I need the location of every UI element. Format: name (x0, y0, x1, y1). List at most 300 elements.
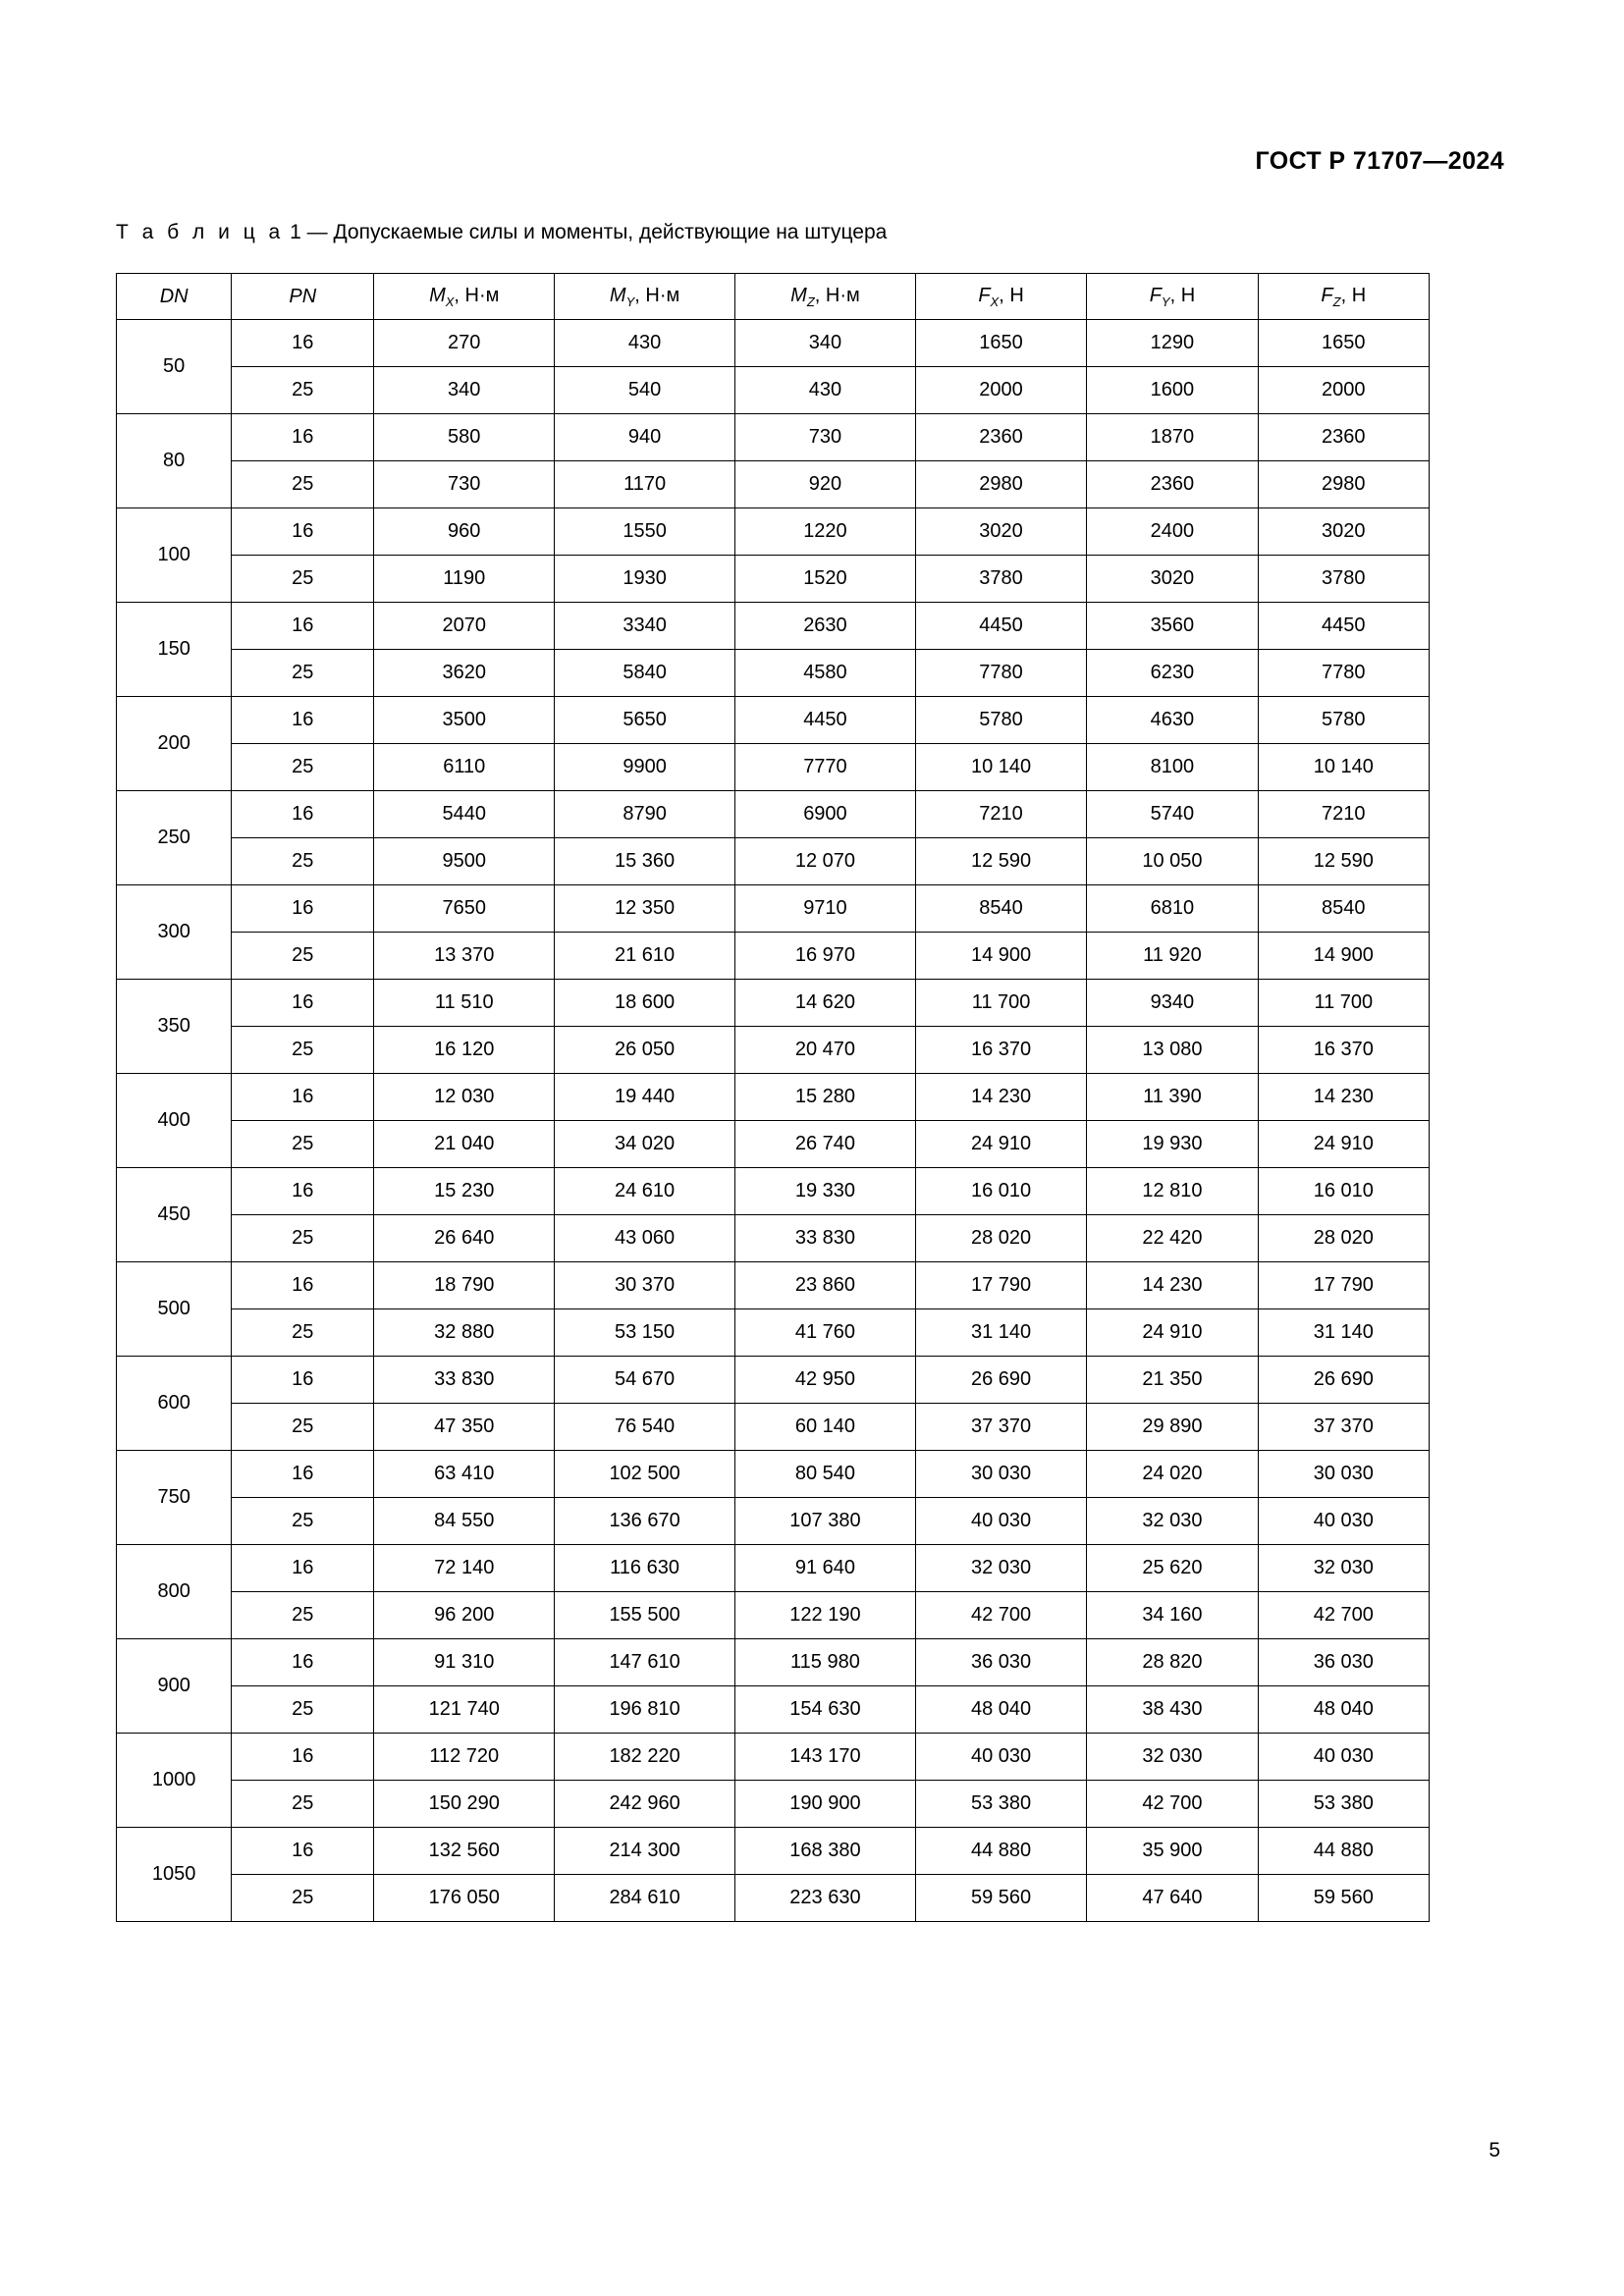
cell-mx: 6110 (374, 744, 555, 791)
table-row (117, 1074, 1430, 1121)
cell-my: 1170 (555, 461, 735, 508)
cell-mz: 9710 (735, 885, 916, 933)
cell-fz: 3020 (1258, 508, 1429, 556)
cell-fy: 12 810 (1087, 1168, 1258, 1215)
cell-mz: 26 740 (735, 1121, 916, 1168)
cell-pn: 16 (232, 1639, 374, 1686)
cell-mz: 168 380 (735, 1828, 916, 1875)
table-body (117, 320, 1430, 1922)
table-row (117, 1451, 1430, 1498)
cell-fx: 10 140 (915, 744, 1086, 791)
cell-pn: 25 (232, 1592, 374, 1639)
cell-mx: 91 310 (374, 1639, 555, 1686)
cell-my: 12 350 (555, 885, 735, 933)
cell-fx: 11 700 (915, 980, 1086, 1027)
cell-fz: 24 910 (1258, 1121, 1429, 1168)
table-row (117, 838, 1430, 885)
cell-fz: 2980 (1258, 461, 1429, 508)
cell-pn: 25 (232, 1027, 374, 1074)
table-row (117, 1686, 1430, 1734)
table-row (117, 650, 1430, 697)
column-header-fz-sub: Z (1332, 294, 1341, 309)
column-header-fx-base: F (978, 284, 991, 306)
column-header-fy-unit: , Н (1169, 284, 1196, 306)
cell-mx: 2070 (374, 603, 555, 650)
cell-mx: 340 (374, 367, 555, 414)
cell-fz: 42 700 (1258, 1592, 1429, 1639)
column-header-my-base: M (609, 284, 626, 306)
column-header-my-sub: Y (625, 294, 635, 309)
column-header-fy-sub: Y (1161, 294, 1170, 309)
cell-mx: 9500 (374, 838, 555, 885)
table-caption-label: Т а б л и ц а (116, 221, 285, 243)
cell-mz: 143 170 (735, 1734, 916, 1781)
cell-pn: 25 (232, 1404, 374, 1451)
cell-fx: 16 010 (915, 1168, 1086, 1215)
cell-my: 15 360 (555, 838, 735, 885)
cell-my: 21 610 (555, 933, 735, 980)
cell-fx: 30 030 (915, 1451, 1086, 1498)
cell-my: 54 670 (555, 1357, 735, 1404)
column-header-mx-base: M (429, 284, 446, 306)
cell-pn: 16 (232, 697, 374, 744)
cell-mz: 15 280 (735, 1074, 916, 1121)
cell-dn: 500 (117, 1262, 232, 1357)
cell-my: 1550 (555, 508, 735, 556)
table-row (117, 414, 1430, 461)
cell-fx: 14 900 (915, 933, 1086, 980)
cell-mz: 2630 (735, 603, 916, 650)
cell-mz: 223 630 (735, 1875, 916, 1922)
cell-pn: 25 (232, 1875, 374, 1922)
cell-mz: 6900 (735, 791, 916, 838)
cell-fz: 11 700 (1258, 980, 1429, 1027)
cell-fy: 1600 (1087, 367, 1258, 414)
column-header-my-unit: , Н·м (634, 284, 680, 306)
cell-fx: 4450 (915, 603, 1086, 650)
cell-fx: 36 030 (915, 1639, 1086, 1686)
cell-pn: 16 (232, 1451, 374, 1498)
table-row (117, 1309, 1430, 1357)
allowable-forces-moments-table (116, 273, 1430, 1922)
cell-mx: 270 (374, 320, 555, 367)
cell-fy: 10 050 (1087, 838, 1258, 885)
cell-my: 19 440 (555, 1074, 735, 1121)
cell-pn: 16 (232, 1074, 374, 1121)
cell-my: 214 300 (555, 1828, 735, 1875)
cell-mz: 14 620 (735, 980, 916, 1027)
cell-fy: 24 020 (1087, 1451, 1258, 1498)
column-header-fy-base: F (1149, 284, 1162, 306)
cell-my: 196 810 (555, 1686, 735, 1734)
cell-fy: 42 700 (1087, 1781, 1258, 1828)
cell-mx: 84 550 (374, 1498, 555, 1545)
cell-fx: 48 040 (915, 1686, 1086, 1734)
cell-mz: 1220 (735, 508, 916, 556)
cell-my: 53 150 (555, 1309, 735, 1357)
cell-fy: 25 620 (1087, 1545, 1258, 1592)
cell-mz: 41 760 (735, 1309, 916, 1357)
cell-fz: 4450 (1258, 603, 1429, 650)
table-row (117, 1592, 1430, 1639)
cell-fy: 9340 (1087, 980, 1258, 1027)
cell-fz: 8540 (1258, 885, 1429, 933)
column-header-dn (117, 274, 232, 320)
cell-my: 30 370 (555, 1262, 735, 1309)
cell-fy: 32 030 (1087, 1734, 1258, 1781)
table-row (117, 1357, 1430, 1404)
cell-mz: 80 540 (735, 1451, 916, 1498)
table-row (117, 697, 1430, 744)
table-row (117, 933, 1430, 980)
cell-my: 940 (555, 414, 735, 461)
cell-pn: 16 (232, 885, 374, 933)
cell-mz: 7770 (735, 744, 916, 791)
cell-fx: 40 030 (915, 1498, 1086, 1545)
cell-fz: 53 380 (1258, 1781, 1429, 1828)
cell-fz: 10 140 (1258, 744, 1429, 791)
cell-mz: 4580 (735, 650, 916, 697)
cell-fy: 2360 (1087, 461, 1258, 508)
cell-mx: 176 050 (374, 1875, 555, 1922)
cell-mz: 33 830 (735, 1215, 916, 1262)
cell-fx: 1650 (915, 320, 1086, 367)
cell-my: 43 060 (555, 1215, 735, 1262)
page-number: 5 (1489, 2139, 1500, 2162)
cell-mz: 42 950 (735, 1357, 916, 1404)
cell-fx: 28 020 (915, 1215, 1086, 1262)
table-caption (116, 221, 887, 244)
cell-pn: 16 (232, 1262, 374, 1309)
column-header-fz-unit: , Н (1340, 284, 1367, 306)
cell-fy: 47 640 (1087, 1875, 1258, 1922)
cell-my: 430 (555, 320, 735, 367)
cell-my: 182 220 (555, 1734, 735, 1781)
cell-fx: 44 880 (915, 1828, 1086, 1875)
cell-my: 5650 (555, 697, 735, 744)
cell-fx: 7210 (915, 791, 1086, 838)
table-row (117, 1875, 1430, 1922)
cell-mz: 107 380 (735, 1498, 916, 1545)
cell-fz: 40 030 (1258, 1498, 1429, 1545)
cell-dn: 450 (117, 1168, 232, 1262)
cell-fx: 8540 (915, 885, 1086, 933)
cell-my: 9900 (555, 744, 735, 791)
cell-my: 102 500 (555, 1451, 735, 1498)
cell-fz: 2000 (1258, 367, 1429, 414)
table-row (117, 1027, 1430, 1074)
cell-fy: 32 030 (1087, 1498, 1258, 1545)
column-header-fx-unit: , Н (999, 284, 1024, 306)
cell-my: 116 630 (555, 1545, 735, 1592)
page-header-standard-code: ГОСТ Р 71707—2024 (1255, 147, 1504, 175)
cell-mx: 3500 (374, 697, 555, 744)
cell-dn: 750 (117, 1451, 232, 1545)
cell-pn: 16 (232, 1734, 374, 1781)
column-header-fz-base: F (1321, 284, 1333, 306)
table-row (117, 791, 1430, 838)
table-row (117, 367, 1430, 414)
cell-fz: 31 140 (1258, 1309, 1429, 1357)
cell-my: 540 (555, 367, 735, 414)
cell-fz: 14 230 (1258, 1074, 1429, 1121)
cell-mx: 7650 (374, 885, 555, 933)
cell-mz: 154 630 (735, 1686, 916, 1734)
cell-pn: 16 (232, 1168, 374, 1215)
cell-fz: 28 020 (1258, 1215, 1429, 1262)
cell-mz: 4450 (735, 697, 916, 744)
cell-mx: 3620 (374, 650, 555, 697)
cell-dn: 600 (117, 1357, 232, 1451)
cell-pn: 16 (232, 1828, 374, 1875)
cell-dn: 300 (117, 885, 232, 980)
cell-dn: 1050 (117, 1828, 232, 1922)
table-head (117, 274, 1430, 320)
cell-fx: 37 370 (915, 1404, 1086, 1451)
cell-my: 155 500 (555, 1592, 735, 1639)
cell-fx: 3020 (915, 508, 1086, 556)
cell-pn: 25 (232, 650, 374, 697)
cell-fy: 21 350 (1087, 1357, 1258, 1404)
cell-fy: 24 910 (1087, 1309, 1258, 1357)
cell-dn: 1000 (117, 1734, 232, 1828)
table-caption-number: 1 (290, 221, 301, 243)
cell-fz: 2360 (1258, 414, 1429, 461)
cell-mx: 150 290 (374, 1781, 555, 1828)
column-header-mx-unit: , Н·м (454, 284, 500, 306)
cell-fz: 26 690 (1258, 1357, 1429, 1404)
cell-fy: 8100 (1087, 744, 1258, 791)
cell-pn: 25 (232, 1309, 374, 1357)
cell-pn: 25 (232, 1121, 374, 1168)
cell-fx: 2000 (915, 367, 1086, 414)
column-header-fx (915, 274, 1086, 320)
cell-fy: 2400 (1087, 508, 1258, 556)
cell-fy: 29 890 (1087, 1404, 1258, 1451)
cell-mz: 190 900 (735, 1781, 916, 1828)
table-row (117, 320, 1430, 367)
cell-pn: 16 (232, 508, 374, 556)
cell-my: 3340 (555, 603, 735, 650)
cell-dn: 80 (117, 414, 232, 508)
cell-my: 5840 (555, 650, 735, 697)
column-header-dn-text: DN (159, 285, 189, 307)
cell-fx: 40 030 (915, 1734, 1086, 1781)
column-header-fy (1087, 274, 1258, 320)
cell-fx: 3780 (915, 556, 1086, 603)
cell-mz: 122 190 (735, 1592, 916, 1639)
cell-dn: 900 (117, 1639, 232, 1734)
table-row (117, 885, 1430, 933)
cell-pn: 16 (232, 414, 374, 461)
cell-fz: 30 030 (1258, 1451, 1429, 1498)
cell-mx: 960 (374, 508, 555, 556)
cell-fz: 7780 (1258, 650, 1429, 697)
cell-pn: 25 (232, 933, 374, 980)
cell-fz: 1650 (1258, 320, 1429, 367)
cell-fy: 11 920 (1087, 933, 1258, 980)
table-row (117, 1828, 1430, 1875)
column-header-mz-unit: , Н·м (814, 284, 860, 306)
cell-my: 1930 (555, 556, 735, 603)
cell-fy: 3020 (1087, 556, 1258, 603)
cell-pn: 16 (232, 1357, 374, 1404)
cell-fy: 19 930 (1087, 1121, 1258, 1168)
cell-fy: 4630 (1087, 697, 1258, 744)
table-row (117, 1404, 1430, 1451)
cell-pn: 25 (232, 1686, 374, 1734)
cell-mx: 18 790 (374, 1262, 555, 1309)
column-header-fx-sub: X (990, 294, 1000, 309)
cell-fz: 48 040 (1258, 1686, 1429, 1734)
cell-fy: 28 820 (1087, 1639, 1258, 1686)
cell-mz: 1520 (735, 556, 916, 603)
cell-pn: 25 (232, 1781, 374, 1828)
table-row (117, 461, 1430, 508)
cell-fy: 6230 (1087, 650, 1258, 697)
cell-pn: 25 (232, 838, 374, 885)
cell-mz: 920 (735, 461, 916, 508)
cell-dn: 800 (117, 1545, 232, 1639)
table-row (117, 1121, 1430, 1168)
cell-fy: 1870 (1087, 414, 1258, 461)
cell-mx: 1190 (374, 556, 555, 603)
cell-fx: 14 230 (915, 1074, 1086, 1121)
column-header-mz-base: M (790, 284, 807, 306)
cell-mx: 11 510 (374, 980, 555, 1027)
cell-fx: 26 690 (915, 1357, 1086, 1404)
column-header-fz (1258, 274, 1429, 320)
column-header-my (555, 274, 735, 320)
cell-fy: 5740 (1087, 791, 1258, 838)
column-header-mz-sub: Z (806, 294, 815, 309)
cell-mx: 13 370 (374, 933, 555, 980)
cell-mx: 33 830 (374, 1357, 555, 1404)
cell-pn: 25 (232, 744, 374, 791)
cell-dn: 150 (117, 603, 232, 697)
cell-mx: 132 560 (374, 1828, 555, 1875)
cell-fz: 7210 (1258, 791, 1429, 838)
cell-fx: 2980 (915, 461, 1086, 508)
cell-dn: 350 (117, 980, 232, 1074)
cell-pn: 25 (232, 461, 374, 508)
cell-fy: 35 900 (1087, 1828, 1258, 1875)
cell-my: 284 610 (555, 1875, 735, 1922)
cell-mx: 12 030 (374, 1074, 555, 1121)
table-row (117, 1545, 1430, 1592)
cell-mz: 60 140 (735, 1404, 916, 1451)
cell-dn: 50 (117, 320, 232, 414)
cell-fz: 5780 (1258, 697, 1429, 744)
cell-fz: 59 560 (1258, 1875, 1429, 1922)
cell-mx: 32 880 (374, 1309, 555, 1357)
cell-pn: 25 (232, 367, 374, 414)
cell-fx: 12 590 (915, 838, 1086, 885)
cell-mz: 91 640 (735, 1545, 916, 1592)
table-row (117, 1498, 1430, 1545)
cell-mx: 16 120 (374, 1027, 555, 1074)
cell-fx: 42 700 (915, 1592, 1086, 1639)
cell-fx: 17 790 (915, 1262, 1086, 1309)
cell-fz: 40 030 (1258, 1734, 1429, 1781)
cell-mz: 430 (735, 367, 916, 414)
cell-my: 24 610 (555, 1168, 735, 1215)
table-row (117, 603, 1430, 650)
cell-pn: 25 (232, 556, 374, 603)
cell-fy: 11 390 (1087, 1074, 1258, 1121)
cell-my: 18 600 (555, 980, 735, 1027)
cell-my: 242 960 (555, 1781, 735, 1828)
cell-fz: 16 370 (1258, 1027, 1429, 1074)
cell-pn: 16 (232, 320, 374, 367)
table-row (117, 1639, 1430, 1686)
table-row (117, 1734, 1430, 1781)
cell-fx: 32 030 (915, 1545, 1086, 1592)
column-header-pn (232, 274, 374, 320)
table-row (117, 1168, 1430, 1215)
cell-pn: 16 (232, 980, 374, 1027)
cell-fz: 17 790 (1258, 1262, 1429, 1309)
cell-fz: 14 900 (1258, 933, 1429, 980)
cell-mx: 63 410 (374, 1451, 555, 1498)
cell-dn: 100 (117, 508, 232, 603)
table-row (117, 556, 1430, 603)
cell-dn: 250 (117, 791, 232, 885)
cell-my: 8790 (555, 791, 735, 838)
cell-fx: 24 910 (915, 1121, 1086, 1168)
cell-fz: 3780 (1258, 556, 1429, 603)
cell-mz: 23 860 (735, 1262, 916, 1309)
column-header-pn-text: PN (289, 285, 317, 307)
cell-fy: 6810 (1087, 885, 1258, 933)
cell-mx: 96 200 (374, 1592, 555, 1639)
cell-pn: 16 (232, 603, 374, 650)
cell-dn: 400 (117, 1074, 232, 1168)
cell-mx: 47 350 (374, 1404, 555, 1451)
cell-fz: 36 030 (1258, 1639, 1429, 1686)
cell-mz: 115 980 (735, 1639, 916, 1686)
cell-my: 147 610 (555, 1639, 735, 1686)
cell-fz: 37 370 (1258, 1404, 1429, 1451)
cell-mx: 730 (374, 461, 555, 508)
table-row (117, 980, 1430, 1027)
cell-fx: 7780 (915, 650, 1086, 697)
cell-fx: 53 380 (915, 1781, 1086, 1828)
cell-fx: 2360 (915, 414, 1086, 461)
table-row (117, 1215, 1430, 1262)
cell-fy: 13 080 (1087, 1027, 1258, 1074)
column-header-mz (735, 274, 916, 320)
cell-mx: 21 040 (374, 1121, 555, 1168)
cell-fx: 5780 (915, 697, 1086, 744)
column-header-mx (374, 274, 555, 320)
table-caption-text: — Допускаемые силы и моменты, действующие на штуцера (306, 221, 888, 243)
cell-pn: 25 (232, 1215, 374, 1262)
cell-pn: 16 (232, 1545, 374, 1592)
cell-fz: 12 590 (1258, 838, 1429, 885)
cell-my: 26 050 (555, 1027, 735, 1074)
table-row (117, 508, 1430, 556)
cell-mx: 15 230 (374, 1168, 555, 1215)
table-row (117, 1262, 1430, 1309)
cell-fz: 32 030 (1258, 1545, 1429, 1592)
cell-fy: 22 420 (1087, 1215, 1258, 1262)
cell-fx: 31 140 (915, 1309, 1086, 1357)
cell-fz: 16 010 (1258, 1168, 1429, 1215)
cell-mz: 19 330 (735, 1168, 916, 1215)
cell-mx: 121 740 (374, 1686, 555, 1734)
cell-mz: 16 970 (735, 933, 916, 980)
